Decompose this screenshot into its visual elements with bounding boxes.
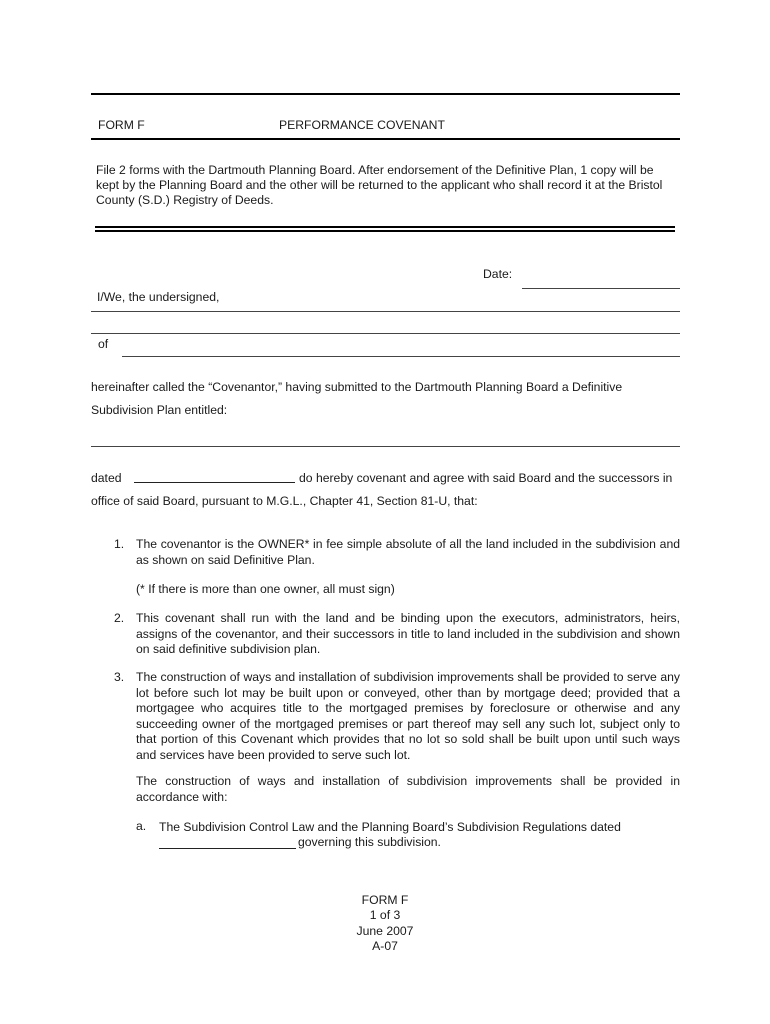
undersigned-field-2[interactable] xyxy=(91,333,680,334)
page-title: PERFORMANCE COVENANT xyxy=(279,118,445,132)
item-3-text: The construction of ways and installation of subdivision improvements shall be provided to serve any lot before such lot may be built upon or conveyed, other than by mortgage deed; provided that a mortgagee who acquires title to the mortgaged premises by foreclosure or otherwise and any succeeding owner of the mortgaged premises or part thereof may sell any such lot, subject only to that portion of this Covenant which provides that no lot so sold shall be built upon until such ways and services have been provided to serve such lot. xyxy=(136,670,680,762)
date-label: Date: xyxy=(483,267,513,281)
plan-title-field[interactable] xyxy=(91,446,680,447)
item-3-text-2: The construction of ways and installation of subdivision improvements shall be provided in accordance with: xyxy=(136,774,680,804)
footer-code: A-07 xyxy=(372,939,398,953)
item-3a-line-2: governing this subdivision. xyxy=(298,835,441,849)
address-field[interactable] xyxy=(122,356,680,357)
item-3a-label: a. xyxy=(136,819,147,833)
item-3a-line-1: The Subdivision Control Law and the Planning Board’s Subdivision Regulations dated xyxy=(159,820,621,834)
item-1-note: (* If there is more than one owner, all must sign) xyxy=(136,582,395,596)
date-field[interactable] xyxy=(522,288,680,289)
dated-rest-text: do hereby covenant and agree with said Board and the successors in xyxy=(299,471,673,485)
item-2-number: 2. xyxy=(114,611,125,625)
header-top-rule xyxy=(91,93,680,95)
double-rule-bottom xyxy=(95,230,675,232)
undersigned-label: I/We, the undersigned, xyxy=(97,290,220,304)
of-label: of xyxy=(98,337,109,351)
double-rule-top xyxy=(95,226,675,228)
undersigned-field[interactable] xyxy=(91,311,680,312)
regulations-date-field[interactable] xyxy=(159,848,296,849)
footer-page: 1 of 3 xyxy=(369,908,401,922)
header-bottom-rule xyxy=(91,138,680,140)
item-1-number: 1. xyxy=(114,537,125,551)
dated-field[interactable] xyxy=(134,482,295,483)
hereinafter-line-1: hereinafter called the “Covenantor,” having submitted to the Dartmouth Planning Board a Definitive xyxy=(91,380,623,394)
item-1-text: The covenantor is the OWNER* in fee simple absolute of all the land included in the subdivision and as shown on said Definitive Plan. xyxy=(136,537,680,567)
form-label: FORM F xyxy=(98,118,145,132)
item-2-text: This covenant shall run with the land and be binding upon the executors, administrators, heirs, assigns of the covenantor, and their successors in title to land included in the subdivision and shown on said definitive subdivision plan. xyxy=(136,611,680,657)
dated-label: dated xyxy=(91,471,122,485)
instructions-text: File 2 forms with the Dartmouth Planning Board. After endorsement of the Definitive Plan, 1 copy will be kept by the Planning Board and the other will be returned to the applicant who shall record it at the Bristol County (S.D.) Registry of Deeds. xyxy=(96,163,663,207)
footer-form: FORM F xyxy=(361,893,409,907)
footer-date: June 2007 xyxy=(356,924,414,938)
item-3-number: 3. xyxy=(114,670,125,684)
office-line: office of said Board, pursuant to M.G.L., Chapter 41, Section 81-U, that: xyxy=(91,494,478,508)
hereinafter-line-2: Subdivision Plan entitled: xyxy=(91,403,228,417)
